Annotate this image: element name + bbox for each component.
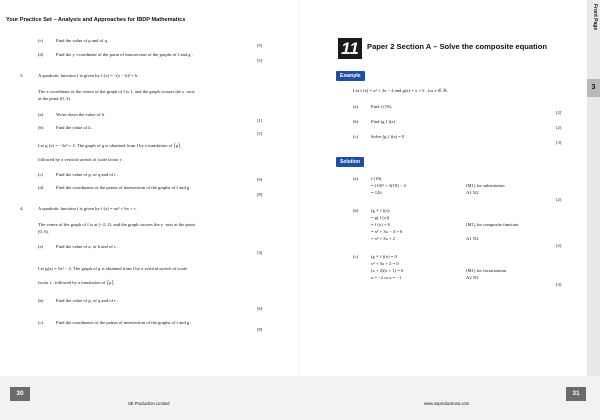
question-text-line: Find the value of k . <box>56 125 93 130</box>
solution-text-line: x = −2 or x = −1 <box>371 275 402 280</box>
running-header: Your Practice Set – Analysis and Approaches for IBDP Mathematics <box>6 17 186 23</box>
solution-text-line: (c) <box>353 134 359 139</box>
page-number-left: 30 <box>10 387 30 401</box>
mark-allocation: [6] <box>257 306 263 311</box>
question-text-line: The vertex of the graph of f is at (−2, 2), and the graph crosses the y -axis at the point <box>38 222 195 227</box>
solution-text-line: = 126 <box>371 190 382 195</box>
question-text-line: Find the value of p, of q and of r . <box>56 172 119 177</box>
mark-allocation: [3] <box>556 282 562 287</box>
solution-text-line: A1 N2 <box>466 190 479 195</box>
side-bar <box>587 0 600 420</box>
footer-left: SE Production Limited <box>128 401 170 406</box>
question-text-line: Find the value of a, of b and of c . <box>56 244 119 249</box>
mark-allocation: [2] <box>556 110 562 115</box>
solution-text-line: (M1) for substitution <box>466 183 505 188</box>
footer-right: www.seproductions.com <box>424 401 470 406</box>
mark-allocation: [8] <box>257 327 263 332</box>
mark-allocation: [2] <box>556 243 562 248</box>
mark-allocation: [3] <box>556 140 562 145</box>
solution-text-line: A1 N2 <box>466 236 479 241</box>
question-text-line: (c) <box>38 320 44 325</box>
solution-text-line: Let f (x) = x² + 3x − 4 and g(x) = x + 6 , for x ∈ ℝ. <box>353 88 448 93</box>
solution-text-line: = x² + 3x + 2 <box>371 236 396 241</box>
solution-text-line: (c) <box>353 254 359 259</box>
question-text-line: Find the value of p, of q and of r . <box>56 298 119 303</box>
chapter-number-badge: 11 <box>338 38 362 59</box>
mark-allocation: [4] <box>257 250 263 255</box>
mark-allocation: [6] <box>257 177 263 182</box>
question-text-line: 4. <box>20 206 24 211</box>
mark-allocation: [1] <box>257 118 263 123</box>
solution-text-line: Find f (10). <box>371 104 393 109</box>
solution-text-line: (g ∘ f )(x) = 0 <box>371 254 397 259</box>
solution-text-line: x² + 3x + 2 = 0 <box>371 261 399 266</box>
front-page-label: Front Page <box>592 4 598 31</box>
question-text-line: Let g (x) = −3x² + 3. The graph of g is obtained from f by a translation of ⎛p⎞ <box>38 143 181 148</box>
question-text-line: A quadratic function f is given by f (x) = −(x − h)² + k . <box>38 73 140 78</box>
question-text-line: 3. <box>20 73 24 78</box>
solution-text-line: (g ∘ f )(x) <box>371 208 390 213</box>
example-label: Example <box>336 71 365 81</box>
solution-text-line: (M1) for factorization <box>466 268 507 273</box>
question-text-line: (b) <box>38 298 44 303</box>
question-text-line: Find the coordinates of the points of intersection of the graphs of f and g . <box>56 185 192 190</box>
solution-text-line: (a) <box>353 176 359 181</box>
footer-band <box>0 376 600 420</box>
solution-text-line: (a) <box>353 104 359 109</box>
mark-allocation: [2] <box>556 125 562 130</box>
question-text-line: (b) <box>38 125 44 130</box>
solution-text-line: = (10)² + 3(10) − 4 <box>371 183 406 188</box>
solution-label: Solution <box>336 157 364 167</box>
solution-text-line: Solve (g f )(x) = 0 . <box>371 134 407 139</box>
question-text-line: factor r , followed by a translation of ⎛p⎞ <box>38 280 114 285</box>
question-text-line: Find the y -coordinate of the point of intersection of the graphs of f and g . <box>56 52 193 57</box>
question-text-line: (c) <box>38 172 44 177</box>
page-number-right: 31 <box>566 387 586 401</box>
solution-text-line: (b) <box>353 208 359 213</box>
question-text-line: (d) <box>38 52 44 57</box>
question-text-line: The x-coordinate of the vertex of the graph of f is 1, and the graph crosses the y -axis <box>38 89 195 94</box>
question-text-line: followed by a vertical stretch of scale factor r . <box>38 157 124 162</box>
solution-text-line: (b) <box>353 119 359 124</box>
solution-text-line: = g( f (x)) <box>371 215 390 220</box>
chapter-title: Paper 2 Section A – Solve the composite equation <box>367 42 548 51</box>
section-tab[interactable]: 3 <box>587 79 600 97</box>
question-text-line: Write down the value of h . <box>56 112 107 117</box>
question-text-line: A quadratic function f is given by f (x) = ax² + bx + c . <box>38 206 139 211</box>
solution-text-line: A2 N3 <box>466 275 479 280</box>
question-text-line: (c) <box>38 38 44 43</box>
question-text-line: (d) <box>38 185 44 190</box>
page-gutter <box>298 0 299 376</box>
solution-text-line: f (10) <box>371 176 382 181</box>
question-text-line: Find the value of p and of q . <box>56 38 110 43</box>
mark-allocation: [8] <box>257 192 263 197</box>
question-text-line: (a) <box>38 244 44 249</box>
question-text-line: (0, 6). <box>38 229 50 234</box>
mark-allocation: [5] <box>257 43 263 48</box>
question-text-line: at the point (0, 3). <box>38 96 71 101</box>
solution-text-line: = x² + 3x − 4 + 6 <box>371 229 403 234</box>
solution-text-line: (M1) for composite function <box>466 222 519 227</box>
mark-allocation: [5] <box>257 58 263 63</box>
mark-allocation: [2] <box>556 197 562 202</box>
question-text-line: Find the coordinates of the points of intersection of the graphs of f and g . <box>56 320 192 325</box>
question-text-line: Let g(x) = 5x² − 2. The graph of g is obtained from f by a vertical stretch of scale <box>38 266 187 271</box>
solution-text-line: (x + 2)(x + 1) = 0 <box>371 268 404 273</box>
solution-text-line: Find (g f )(x) . <box>371 119 398 124</box>
solution-text-line: = f (x) + 6 <box>371 222 390 227</box>
question-text-line: (a) <box>38 112 44 117</box>
mark-allocation: [2] <box>257 131 263 136</box>
